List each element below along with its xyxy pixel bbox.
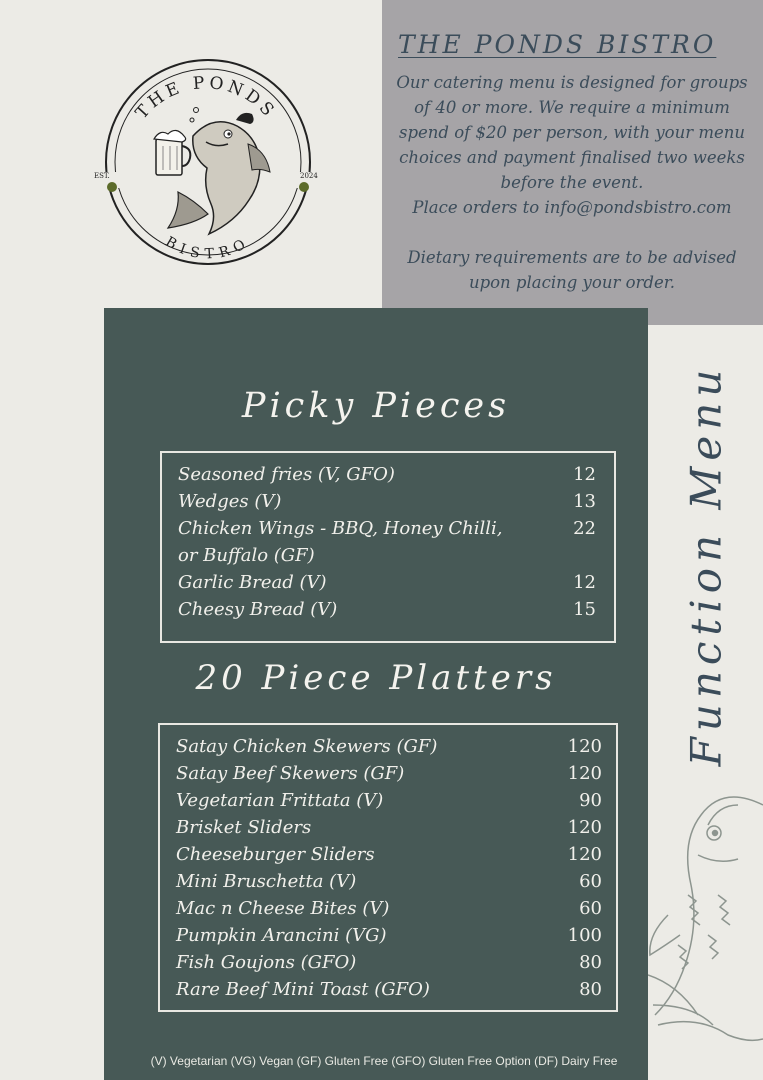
item-price: 12 bbox=[573, 572, 596, 593]
picky-pieces-box bbox=[160, 451, 616, 643]
item-price: 100 bbox=[567, 925, 602, 946]
item-price: 12 bbox=[573, 464, 596, 485]
item-price: 120 bbox=[567, 763, 602, 784]
item-name: Brisket Sliders bbox=[176, 817, 312, 838]
menu-item bbox=[178, 488, 596, 515]
intro-line: of 40 or more. We require a minimum bbox=[414, 98, 730, 117]
menu-item bbox=[176, 733, 602, 760]
koi-fish-icon bbox=[648, 785, 763, 1045]
intro-line: spend of $20 per person, with your menu bbox=[398, 123, 746, 142]
menu-item bbox=[178, 515, 596, 569]
item-price: 120 bbox=[567, 844, 602, 865]
logo-year: 2024 bbox=[300, 172, 318, 180]
item-name: Rare Beef Mini Toast (GFO) bbox=[176, 979, 430, 1000]
intro-line: Our catering menu is designed for groups bbox=[396, 73, 748, 92]
item-price: 60 bbox=[579, 898, 602, 919]
item-price: 80 bbox=[579, 952, 602, 973]
bistro-title: THE PONDS BISTRO bbox=[398, 30, 717, 59]
item-price: 15 bbox=[573, 599, 596, 620]
intro-line: choices and payment finalised two weeks bbox=[399, 148, 745, 167]
fish-icon bbox=[168, 108, 270, 235]
item-name: Fish Goujons (GFO) bbox=[176, 952, 357, 973]
item-name: Seasoned fries (V, GFO) bbox=[178, 464, 395, 485]
dietary-line: Dietary requirements are to be advised bbox=[407, 248, 737, 267]
item-name: Mac n Cheese Bites (V) bbox=[176, 898, 390, 919]
item-name: Chicken Wings - BBQ, Honey Chilli, or Buffalo (GF) bbox=[178, 518, 503, 566]
menu-item bbox=[178, 461, 596, 488]
item-name: Vegetarian Frittata (V) bbox=[176, 790, 384, 811]
item-price: 60 bbox=[579, 871, 602, 892]
section-title-platters: 20 Piece Platters bbox=[195, 658, 557, 698]
item-name: Satay Beef Skewers (GF) bbox=[176, 763, 405, 784]
logo-top-text: THE PONDS bbox=[131, 73, 281, 124]
menu-item bbox=[176, 976, 602, 1003]
item-name: Garlic Bread (V) bbox=[178, 572, 327, 593]
item-name: Wedges (V) bbox=[178, 491, 282, 512]
menu-item bbox=[176, 814, 602, 841]
section-title-picky-pieces: Picky Pieces bbox=[241, 386, 511, 426]
item-name: Cheeseburger Sliders bbox=[176, 844, 375, 865]
beer-mug-icon bbox=[154, 130, 190, 175]
dietary-legend: (V) Vegetarian (VG) Vegan (GF) Gluten Free (GFO) Gluten Free Option (DF) Dairy Free bbox=[150, 1054, 618, 1068]
logo-est-label: EST. bbox=[94, 172, 110, 180]
function-menu-title: Function Menu bbox=[681, 363, 731, 767]
dietary-line: upon placing your order. bbox=[468, 273, 676, 292]
menu-item bbox=[176, 787, 602, 814]
logo-dot-right bbox=[299, 182, 309, 192]
menu-item bbox=[176, 868, 602, 895]
platters-box bbox=[158, 723, 618, 1012]
item-name: Pumpkin Arancini (VG) bbox=[176, 925, 387, 946]
item-price: 80 bbox=[579, 979, 602, 1000]
item-price: 13 bbox=[573, 491, 596, 512]
menu-item bbox=[176, 841, 602, 868]
item-name: Satay Chicken Skewers (GF) bbox=[176, 736, 438, 757]
menu-item bbox=[176, 760, 602, 787]
logo-dot-left bbox=[107, 182, 117, 192]
menu-item bbox=[176, 895, 602, 922]
intro-line: before the event. bbox=[500, 173, 644, 192]
item-name: Mini Bruschetta (V) bbox=[176, 871, 357, 892]
menu-item bbox=[176, 949, 602, 976]
intro-line: Place orders to info@pondsbistro.com bbox=[412, 198, 732, 217]
item-name: Cheesy Bread (V) bbox=[178, 599, 338, 620]
bistro-logo bbox=[88, 44, 328, 274]
item-price: 120 bbox=[567, 817, 602, 838]
item-price: 22 bbox=[573, 518, 596, 539]
item-price: 120 bbox=[567, 736, 602, 757]
logo-bottom-text: BISTRO bbox=[162, 233, 254, 263]
menu-item bbox=[176, 922, 602, 949]
intro-text bbox=[392, 70, 752, 295]
menu-item bbox=[178, 569, 596, 596]
item-price: 90 bbox=[579, 790, 602, 811]
menu-item bbox=[178, 596, 596, 623]
